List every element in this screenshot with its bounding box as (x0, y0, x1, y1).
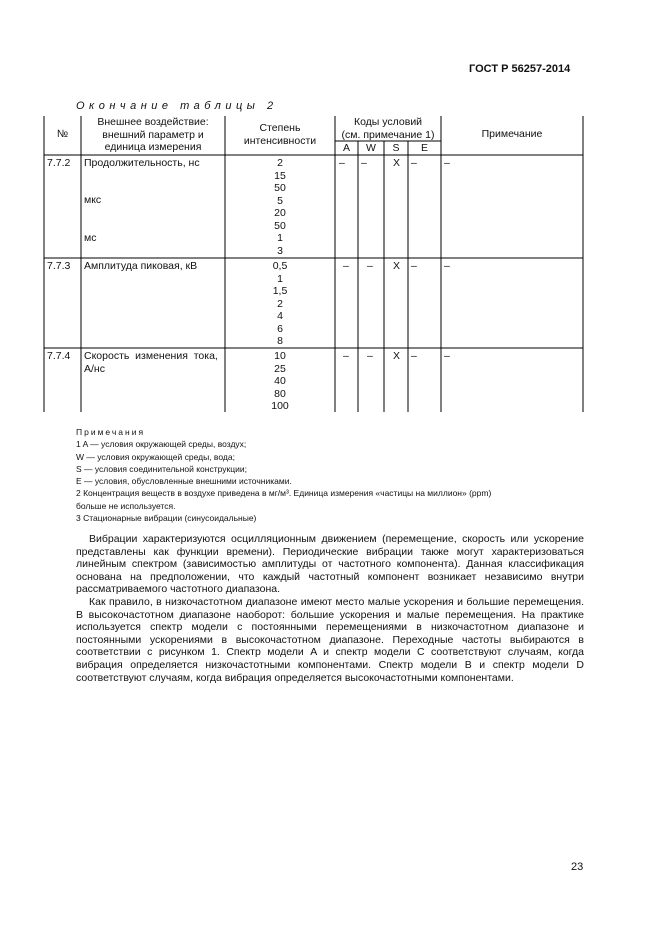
code-letter-s: S (392, 142, 400, 154)
note-line: 2 Концентрация веществ в воздухе приведена в мг/м³. Единица измерения «частицы на миллион» (ppm) (76, 488, 492, 499)
code-s: X (393, 260, 401, 272)
paragraph: Вибрации характеризуются осцилляционным движением (перемещение, скорость или ускорение представлены как функции времени). Периодические вибрации также могут характеризоваться линейным спектром (зависимостью амплитуды от частотного компонента). Данная классификация основана на предположении, что каждый частотный компонент возникает независимо внутри рассматриваемого частотного диапазона. (76, 533, 584, 596)
code-s: X (393, 350, 401, 362)
row-num: 7.7.4 (47, 350, 71, 362)
code-letter-w: W (366, 142, 376, 154)
code-e: – (411, 350, 417, 362)
code-letter-a: A (342, 142, 350, 154)
code-w: – (361, 157, 367, 169)
page-number: 23 (571, 861, 584, 873)
row-num: 7.7.2 (47, 157, 71, 169)
note-line: E — условия, обусловленные внешними источниками. (76, 476, 292, 487)
row-note: – (444, 157, 450, 169)
col-header-note: Примечание (481, 128, 543, 140)
body-text (76, 533, 584, 684)
col-header-degree: Степень интенсивности (243, 122, 317, 147)
row-values: 10 25 40 80 100 (271, 350, 289, 412)
row-values: 2 15 50 5 20 50 1 3 (274, 157, 286, 257)
col-header-codes: Коды условий (см. примечание 1) (341, 116, 435, 141)
code-w: – (367, 260, 373, 272)
table-caption: Окончание таблицы 2 (76, 100, 278, 112)
code-a: – (339, 157, 345, 169)
row-note: – (444, 260, 450, 272)
table-notes (76, 426, 596, 524)
standard-number: ГОСТ Р 56257-2014 (469, 63, 571, 75)
row-param-unit: мкс (84, 194, 102, 206)
col-header-influence: Внешнее воздействие: внешний параметр и единица измерения (97, 116, 209, 153)
code-w: – (367, 350, 373, 362)
note-line: S — условия соединительной конструкции; (76, 463, 247, 474)
code-letter-e: E (420, 142, 428, 154)
code-e: – (411, 260, 417, 272)
code-a: – (343, 260, 349, 272)
row-param-unit: мс (84, 232, 97, 244)
note-line: 3 Стационарные вибрации (синусоидальные) (76, 513, 257, 524)
row-param: Амплитуда пиковая, кВ (84, 260, 198, 272)
note-line: больше не используется. (76, 500, 176, 511)
notes-title: Примечания (76, 427, 146, 437)
code-e: – (411, 157, 417, 169)
paragraph: Как правило, в низкочастотном диапазоне имеют место малые ускорения и большие перемещения. В высокочастотном диапазоне наоборот: большие ускорения и малые перемещения. На практике используется спектр модели с постоянными перемещениями в низкочастотном диапазоне и постоянными ускорениями в высокочастотном диапазоне. Переходные частоты выбираются в соответствии с рисунком 1. Спектр модели A и спектр модели C соответствуют случаям, когда вибрация определяется низкочастотными компонентами. Спектр модели B и спектр модели D соответствуют случаям, когда вибрация определяется высокочастотными компонентами. (76, 595, 584, 684)
code-a: – (343, 350, 349, 362)
row-note: – (444, 350, 450, 362)
note-line: W — условия окружающей среды, вода; (76, 451, 235, 462)
row-values: 0,5 1 1,5 2 4 6 8 (272, 260, 288, 347)
row-param: Продолжительность, нс (84, 157, 200, 169)
row-param: Скорость изменения тока, А/нс (84, 350, 218, 375)
note-line: 1 A — условия окружающей среды, воздух; (76, 439, 247, 450)
col-header-num: № (56, 128, 69, 140)
code-s: X (393, 157, 401, 169)
row-num: 7.7.3 (47, 260, 71, 272)
